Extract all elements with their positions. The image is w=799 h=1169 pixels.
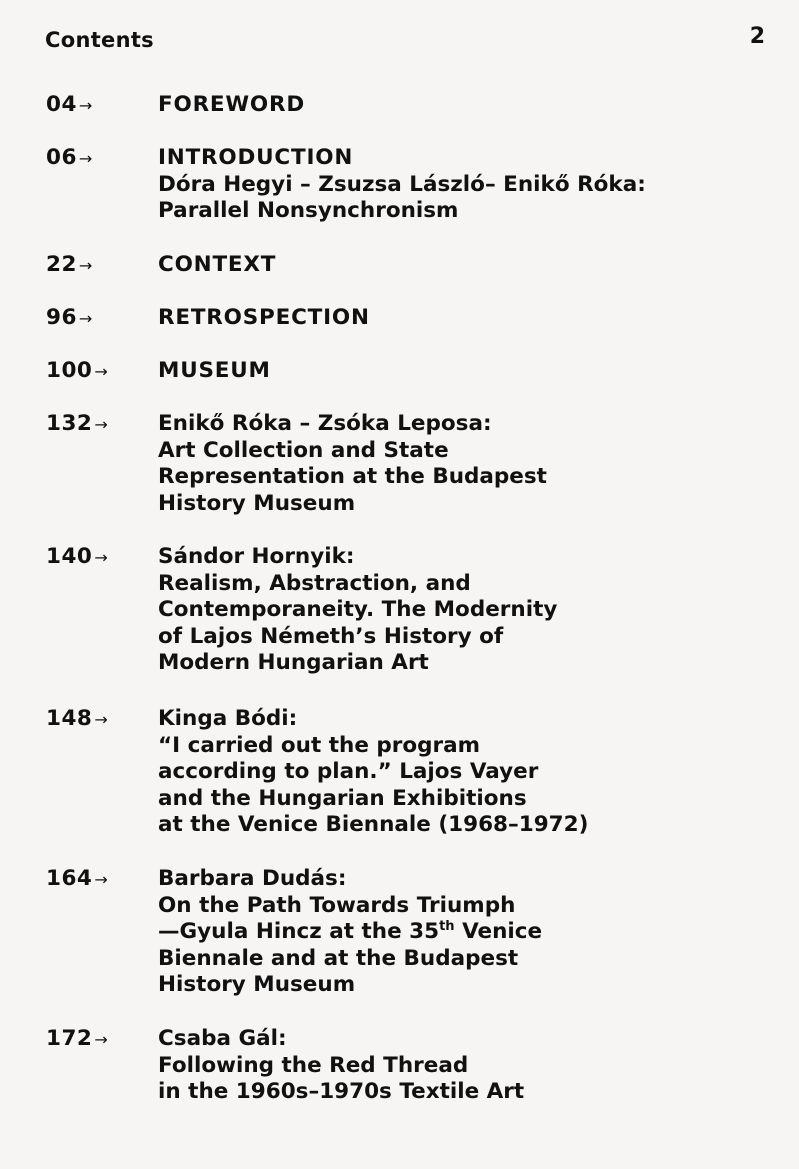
page-number: 2 — [749, 24, 765, 49]
arrow-right-icon: → — [94, 548, 109, 567]
toc-page-number: 164 → — [46, 866, 109, 891]
arrow-right-icon: → — [94, 415, 109, 434]
toc-page-number: 04 → — [46, 92, 93, 117]
toc-title: INTRODUCTION Dóra Hegyi – Zsuzsa László– Enikő Róka: Parallel Nonsynchronism — [158, 145, 646, 223]
toc-page-number: 06 → — [46, 145, 93, 170]
page-title: Contents — [45, 28, 154, 52]
toc-title: FOREWORD — [158, 92, 306, 117]
arrow-right-icon: → — [94, 1030, 109, 1049]
toc-page-number: 132 → — [46, 411, 109, 436]
arrow-right-icon: → — [94, 362, 109, 381]
arrow-right-icon: → — [78, 256, 93, 275]
toc-title: RETROSPECTION — [158, 305, 370, 330]
arrow-right-icon: → — [78, 96, 93, 115]
toc-page-number: 172 → — [46, 1026, 109, 1051]
toc-page-number: 148 → — [46, 706, 109, 731]
arrow-right-icon: → — [78, 149, 93, 168]
toc-title: Enikő Róka – Zsóka Leposa: Art Collection and State Representation at the Budapest History Museum — [158, 411, 547, 516]
arrow-right-icon: → — [94, 710, 109, 729]
toc-page-number: 100 → — [46, 358, 109, 383]
toc-title: CONTEXT — [158, 252, 277, 277]
toc-page-number: 140 → — [46, 544, 109, 569]
toc-page-number: 22 → — [46, 252, 93, 277]
ordinal-superscript: th — [439, 919, 455, 934]
toc-title: Sándor Hornyik: Realism, Abstraction, and Contemporaneity. The Modernity of Lajos Németh’s History of Modern Hungarian Art — [158, 544, 558, 675]
toc-page-number: 96 → — [46, 305, 93, 330]
toc-title: MUSEUM — [158, 358, 271, 383]
arrow-right-icon: → — [78, 309, 93, 328]
arrow-right-icon: → — [94, 870, 109, 889]
toc-title: Kinga Bódi: “I carried out the program according to plan.” Lajos Vayer and the Hungarian Exhibitions at the Venice Biennale (1968–1972) — [158, 706, 589, 837]
toc-title: Csaba Gál: Following the Red Thread in the 1960s–1970s Textile Art — [158, 1026, 525, 1104]
toc-title: Barbara Dudás: On the Path Towards Triumph —Gyula Hincz at the 35th Venice Biennale and at the Budapest History Museum — [158, 866, 543, 997]
